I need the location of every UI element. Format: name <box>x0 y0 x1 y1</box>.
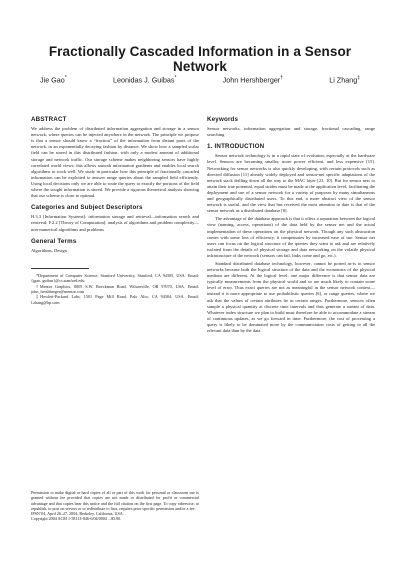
author: Jie Gao* <box>40 75 67 85</box>
categories-heading: Categories and Subject Descriptors <box>31 204 143 212</box>
intro-paragraph: The advantage of the database approach is that it offers a separation between the logical view (naming, access, operations) of the data held by the sensor net and the actual implementation of these operations on the physical network. Though any such abstraction comes with some loss of efficiency, it compensates by increased ease of use. Sensor net users can focus on the logical structure of the queries they want to ask and are relatively isolated from the details of physical storage and data networking on the volatile physical infrastructure of the network (sensors can fail, links come and go, etc.). <box>207 216 375 258</box>
footnotes <box>31 273 199 305</box>
footnote-rule <box>31 268 89 269</box>
intro-paragraph: Sensor network technology is in a rapid state of evolution, especially at the hardware level. Sensors are becoming smaller, more power efficient, and less expensive [15]. Networking for sensor networks is also quickly developing, with certain protocols such as directed diffusion [11] already widely deployed and sensor-net specific adaptations of the network stack drilling down all the way to the MAC layer [23, 10]. But for sensor nets to attain their true potential, equal strides must be made at the application level, facilitating the deployment and use of a sensor network for a variety of purposes by many simultaneous and geographically distributed users. To this end, a more abstract view of the sensor network is useful, and the view that has received the most attention to date is that of the sensor network as a distributed database [8]. <box>207 153 375 214</box>
paper-title: Fractionally Cascaded Information in a Sensor Network <box>48 44 352 74</box>
footnote: ‡Hewlett-Packard Labs, 1501 Page Mill Road, Palo Alto, CA 94304, USA. Email: l.zhang@hp.com <box>31 294 199 305</box>
general-terms-heading: General Terms <box>31 237 77 245</box>
general-terms-text: Algorithms, Design <box>31 247 67 253</box>
footnote: *Department of Computer Science, Stanford University, Stanford, CA 94305, USA. Email: {jgao, guibas}@cs.stanford.edu <box>31 272 199 284</box>
left-column <box>31 117 199 305</box>
abstract-heading: ABSTRACT <box>31 116 67 123</box>
keywords-heading: Keywords <box>207 116 239 123</box>
categories-text: H.3.3 [Information Systems]: information storage and retrieval—information search and retrieval; F.2.2 [Theory of Computation]: analysis of algorithms and problem complexity—non-numerical algorithms and problems <box>31 214 199 232</box>
keywords-text: Sensor networks, information aggregation and storage, fractional cascading, range searching <box>207 126 375 138</box>
author-list <box>40 75 360 84</box>
intro-paragraph: Standard distributed database technology, however, cannot be ported as-is to sensor networks because both the logical structure of the data and the economics of the physical medium are different. At the logical level, one major difference is that sensor data are typically measurements from the physical world and so are much likely to contain some level of error. Thus exact queries are not as meaningful in the sensor network context—instead it is more appropriate to use probabilistic queries [6], or range queries, where we ask that the values of certain attributes lie in certain ranges. Furthermore, sensors often sample a physical quantity at discrete time intervals and thus generate a stream of data. Whatever index structure we plan to build must therefore be able to accommodate a stream of continuous updates, as we go forward in time. Furthermore, the cost of processing a query is likely to be dominated more by the communication costs of getting to all the relevant data than by the data <box>207 260 375 333</box>
permission-block <box>31 490 199 522</box>
copyright-text: Copyright 2004 ACM 1-58113-846-6/04/0004 ...$5.00. <box>31 516 122 522</box>
intro-heading: 1. INTRODUCTION <box>207 143 265 151</box>
right-column <box>207 117 375 336</box>
venue-text: IPSN’04, April 26–27, 2004, Berkeley, California, USA. <box>31 511 124 517</box>
author: Li Zhang‡ <box>329 75 360 85</box>
footnote: †Mentor Graphics, 8005 S.W. Boeckman Road, Wilsonville, OR 97070, USA. Email: john_hershberger@mentor.com <box>31 283 199 294</box>
permission-text: Permission to make digital or hard copies of all or part of this work for personal or classroom use is granted without fee provided that copies are not made or distributed for profit or commercial advantage and that copies bear this notice and the full citation on the first page. To copy otherwise, to republish, to post on servers or to redistribute to lists, requires prior specific permission and/or a fee. <box>31 490 199 511</box>
author: John Hershberger† <box>222 75 283 85</box>
abstract-text: We address the problem of distributed information aggregation and storage in a sensor network, where queries can be injected anywhere in the network. The principle we propose is that a sensor should know a “fraction” of the information from distant parts of the network, in an exponentially decaying fashion by distance. We show how a sampled scalar field can be stored in this distributed fashion, with only a modest amount of additional storage and network traffic. Our storage scheme makes neighboring sensors have highly correlated world views; this allows smooth information gradients and enables local search algorithms to work well. We study in particular how this principle of fractionally cascaded information can be exploited to answer range queries about the sampled field efficiently. Using local decisions only we are able to route the query to exactly the portions of the field where the sought information is stored. We provide a rigorous theoretical analysis showing that our scheme is close to optimal. <box>31 126 199 199</box>
author: Leonidas J. Guibas* <box>112 75 177 85</box>
